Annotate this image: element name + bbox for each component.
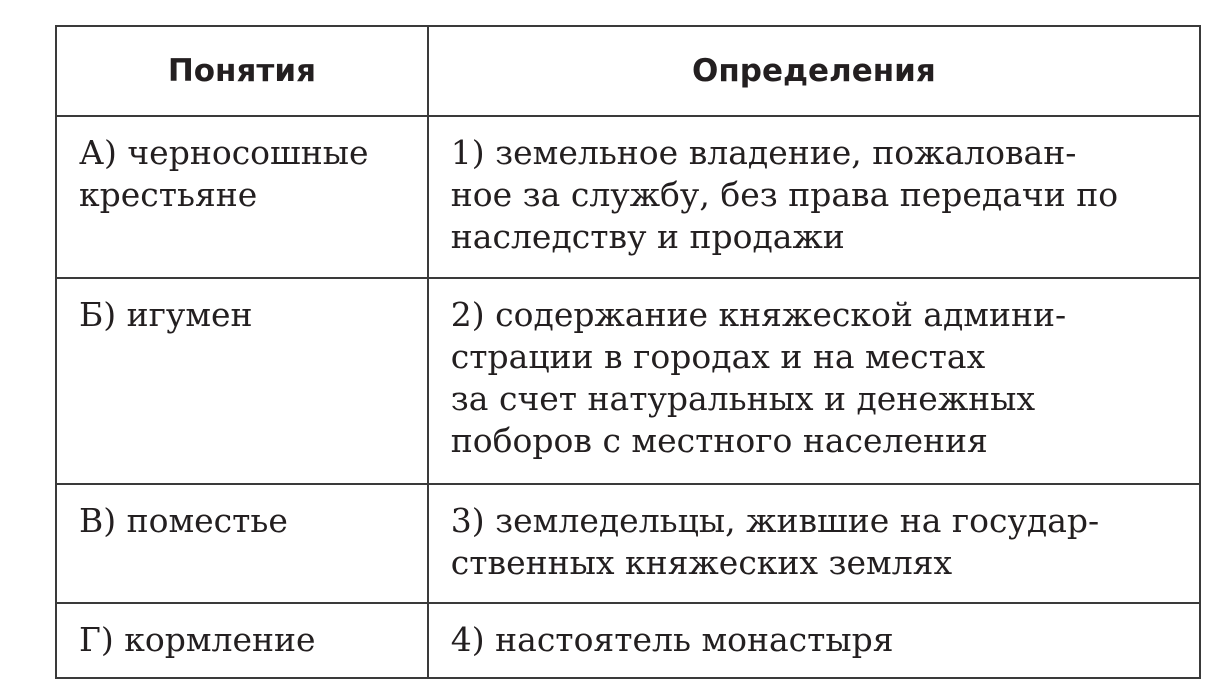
definition-text: поборов с местного населения xyxy=(450,421,988,460)
concept-text: крестьяне xyxy=(79,175,258,214)
definition-text: ственных княжеских землях xyxy=(450,543,953,582)
table-row xyxy=(56,116,1200,278)
definition-text: 1) земельное владение, пожалован- xyxy=(450,133,1077,172)
definition-text: наследству и продажи xyxy=(450,217,845,256)
definition-text: страции в городах и на местах xyxy=(450,337,986,376)
table-row xyxy=(56,484,1200,603)
definition-text: 2) содержание княжеской админи- xyxy=(450,295,1067,334)
definition-cell xyxy=(428,116,1200,278)
definition-text: 4) настоятель монастыря xyxy=(450,620,894,659)
definition-cell xyxy=(428,484,1200,603)
table-row xyxy=(56,278,1200,484)
concept-text: Б) игумен xyxy=(79,295,253,334)
table-row xyxy=(56,603,1200,678)
header-definitions: Определения xyxy=(428,26,1200,116)
definition-text: ное за службу, без права передачи по xyxy=(450,175,1119,214)
concept-cell xyxy=(56,484,428,603)
header-concepts: Понятия xyxy=(56,26,428,116)
concept-text: А) черносошные xyxy=(79,133,369,172)
matching-table xyxy=(55,25,1201,679)
concept-cell xyxy=(56,116,428,278)
concept-cell xyxy=(56,603,428,678)
concept-cell xyxy=(56,278,428,484)
definition-cell xyxy=(428,278,1200,484)
definition-cell xyxy=(428,603,1200,678)
concept-text: В) поместье xyxy=(79,501,288,540)
definition-text: 3) земледельцы, жившие на государ- xyxy=(450,501,1100,540)
definition-text: за счет натуральных и денежных xyxy=(450,379,1036,418)
concept-text: Г) кормление xyxy=(79,620,316,659)
header-row xyxy=(56,26,1200,116)
